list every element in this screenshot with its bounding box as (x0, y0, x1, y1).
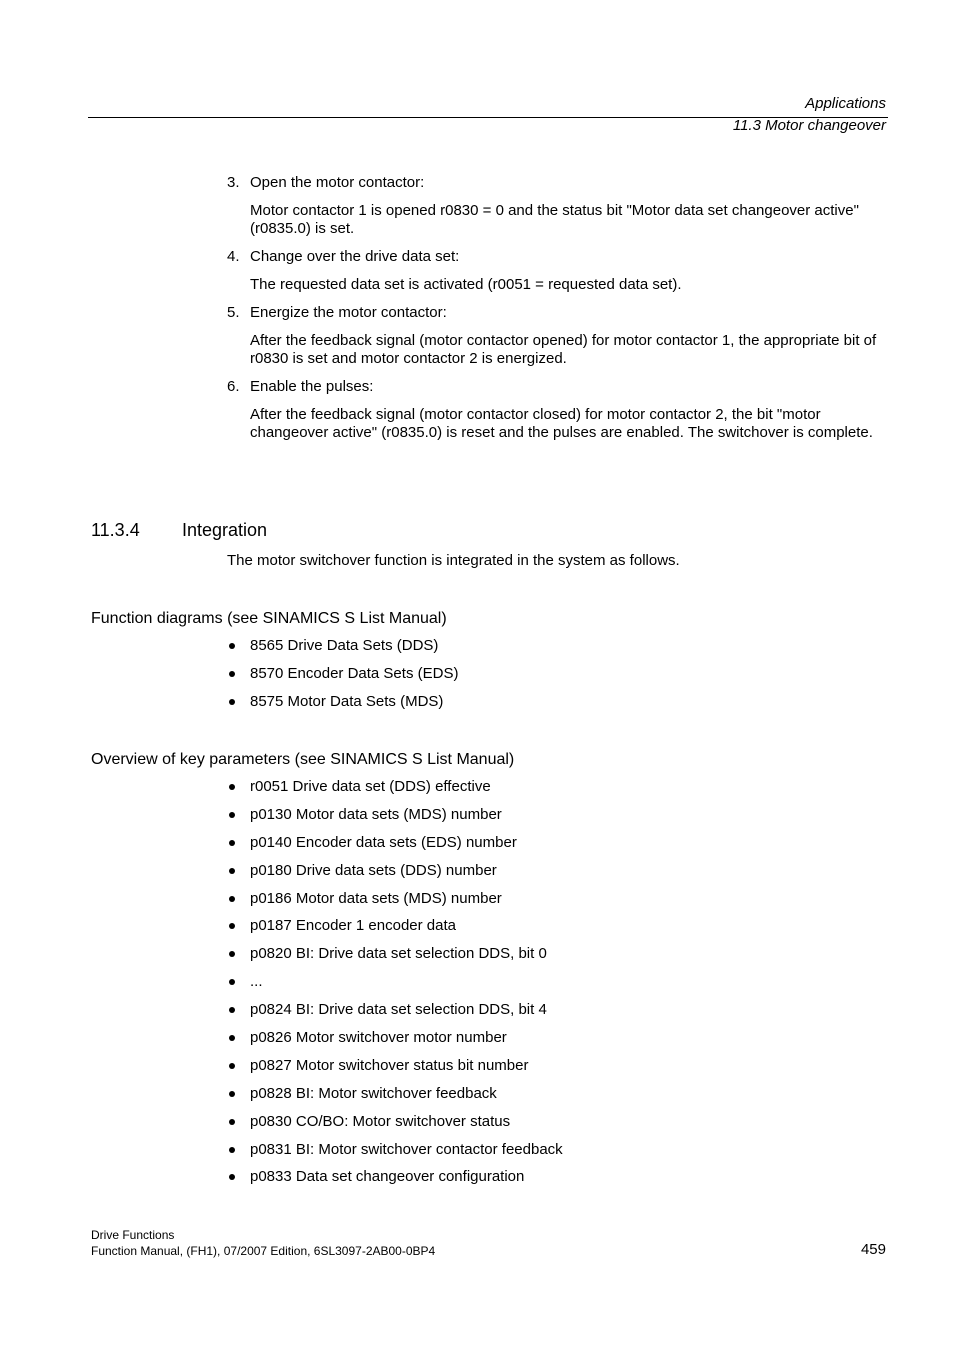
list-item (227, 693, 847, 721)
step-title: Enable the pulses: (250, 378, 374, 395)
list-item-text: p0828 BI: Motor switchover feedback (250, 1084, 497, 1102)
section-intro: The motor switchover function is integrated in the system as follows. (227, 552, 680, 569)
list-item-text: p0186 Motor data sets (MDS) number (250, 889, 502, 907)
list-item (227, 637, 847, 665)
section-title: Integration (182, 520, 268, 540)
list-item (227, 890, 847, 918)
list-item (227, 862, 847, 890)
step-description: The requested data set is activated (r0051 = requested data set). (250, 276, 682, 293)
section-number: 11.3.4 (91, 520, 140, 540)
list-item-text: 8565 Drive Data Sets (DDS) (250, 637, 439, 654)
list-item (227, 945, 847, 973)
list-item (227, 1029, 847, 1057)
list-item-text: p0130 Motor data sets (MDS) number (250, 805, 502, 823)
step-number: 6. (227, 378, 240, 395)
list-item (227, 973, 847, 1001)
step-title: Energize the motor contactor: (250, 304, 447, 321)
list-item (227, 1057, 847, 1085)
step (227, 248, 887, 294)
section-heading (91, 520, 267, 541)
list-item (227, 665, 847, 693)
step (227, 174, 887, 238)
step-description: After the feedback signal (motor contactor closed) for motor contactor 2, the bit "motor changeover active" (r0835.0) is reset and the pulses are enabled. The switchover is complete. (250, 406, 873, 441)
list-item (227, 1168, 847, 1196)
footer-edition: Function Manual, (FH1), 07/2007 Edition, 6SL3097-2AB00-0BP4 (91, 1244, 436, 1258)
step-description: After the feedback signal (motor contactor opened) for motor contactor 1, the appropriate bit of r0830 is set and motor contactor 2 is energized. (250, 332, 877, 367)
step-number: 4. (227, 248, 240, 265)
list-item-text: 8575 Motor Data Sets (MDS) (250, 692, 444, 710)
list-item-text: p0820 BI: Drive data set selection DDS, bit 0 (250, 945, 547, 963)
step (227, 304, 887, 368)
header-chapter: Applications (805, 95, 886, 112)
procedure-steps (227, 174, 887, 452)
function-diagrams-heading: Function diagrams (see SINAMICS S List Manual) (91, 610, 447, 627)
list-item-text: p0827 Motor switchover status bit number (250, 1056, 529, 1074)
page-number: 459 (860, 1241, 886, 1258)
page-footer (91, 1227, 435, 1259)
function-diagrams-list (227, 637, 847, 721)
list-item-text: p0140 Encoder data sets (EDS) number (250, 833, 517, 851)
list-item-text: 8570 Encoder Data Sets (EDS) (250, 664, 459, 682)
step-number: 5. (227, 304, 240, 321)
list-item-text: ... (250, 973, 263, 991)
list-item-text: p0831 BI: Motor switchover contactor feedback (250, 1140, 563, 1158)
list-item (227, 1001, 847, 1029)
step-description: Motor contactor 1 is opened r0830 = 0 and the status bit "Motor data set changeover active" (r0835.0) is set. (250, 202, 859, 237)
list-item (227, 778, 847, 806)
step-number: 3. (227, 174, 240, 191)
list-item (227, 1113, 847, 1141)
key-parameters-heading: Overview of key parameters (see SINAMICS S List Manual) (91, 751, 515, 768)
list-item-text: p0830 CO/BO: Motor switchover status (250, 1112, 511, 1130)
step-title: Change over the drive data set: (250, 248, 460, 265)
list-item-text: p0180 Drive data sets (DDS) number (250, 861, 497, 879)
list-item (227, 806, 847, 834)
list-item-text: p0833 Data set changeover configuration (250, 1168, 525, 1186)
step-title: Open the motor contactor: (250, 174, 425, 191)
list-item-text: p0826 Motor switchover motor number (250, 1029, 507, 1047)
step (227, 378, 887, 442)
list-item (227, 917, 847, 945)
list-item (227, 1085, 847, 1113)
list-item (227, 1141, 847, 1169)
header-section: 11.3 Motor changeover (732, 117, 886, 134)
list-item-text: p0824 BI: Drive data set selection DDS, bit 4 (250, 1001, 547, 1019)
key-parameters-list (227, 778, 847, 1196)
list-item-text: r0051 Drive data set (DDS) effective (250, 778, 491, 795)
list-item (227, 834, 847, 862)
list-item-text: p0187 Encoder 1 encoder data (250, 917, 456, 935)
footer-title: Drive Functions (91, 1228, 175, 1242)
